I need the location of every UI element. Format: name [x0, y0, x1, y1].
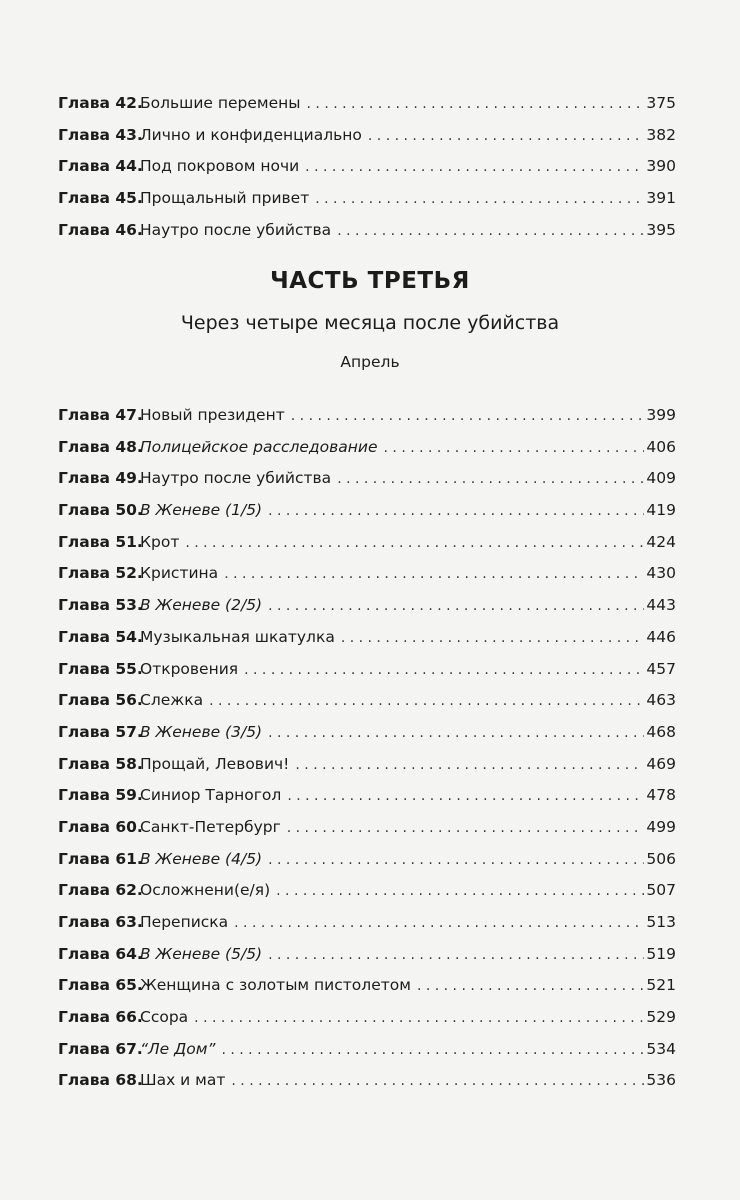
toc-entry [58, 685, 676, 717]
toc-entry [58, 88, 676, 120]
toc-entry [58, 590, 676, 622]
page-number: 419 [646, 501, 676, 520]
page-number: 536 [646, 1071, 676, 1090]
toc-entry [58, 780, 676, 812]
page-number: 382 [646, 125, 676, 144]
chapter-title: Осложнени(е/я) [140, 881, 271, 900]
chapter-number: Глава 54. [58, 627, 143, 646]
page-number: 406 [646, 437, 676, 456]
chapter-number: Глава 50. [58, 501, 143, 520]
toc-entry [58, 622, 676, 654]
chapter-number: Глава 45. [58, 189, 143, 208]
page-number: 409 [646, 469, 676, 488]
chapter-title: Шах и мат [140, 1071, 226, 1090]
chapter-number: Глава 43. [58, 125, 143, 144]
dot-leader [291, 401, 644, 433]
chapter-number: Глава 62. [58, 881, 143, 900]
page-number: 424 [646, 532, 676, 551]
chapter-number: Глава 44. [58, 157, 143, 176]
toc-entry [58, 844, 676, 876]
toc-entry [58, 432, 676, 464]
chapter-title: Под покровом ночи [140, 157, 300, 176]
dot-leader [287, 781, 644, 813]
toc-entry [58, 151, 676, 183]
part-subtitle: Через четыре месяца после убийства [180, 312, 560, 334]
page-number: 399 [646, 406, 676, 424]
chapter-title: Музыкальная шкатулка [140, 627, 335, 646]
page-number: 443 [646, 596, 676, 615]
toc-entry [58, 120, 676, 152]
toc-entry [58, 970, 676, 1002]
dot-leader [307, 89, 644, 121]
page-number: 463 [646, 691, 676, 710]
chapter-title: Наутро после убийства [140, 220, 332, 239]
dot-leader [224, 559, 644, 591]
toc-entry [58, 527, 676, 559]
toc-entry [58, 1002, 676, 1034]
chapter-number: Глава 56. [58, 691, 143, 710]
toc-entry [58, 907, 676, 939]
chapter-number: Глава 46. [58, 220, 143, 239]
chapter-number: Глава 59. [58, 786, 143, 805]
dot-leader [315, 184, 644, 216]
chapter-title: Переписка [140, 913, 229, 931]
chapter-title: Санкт-Петербург [140, 817, 281, 836]
chapter-title: В Женеве (3/5) [140, 722, 263, 741]
toc-entry [58, 463, 676, 495]
chapter-number: Глава 65. [58, 976, 143, 995]
page-number: 468 [646, 722, 676, 741]
dot-leader [384, 433, 644, 465]
chapter-number: Глава 68. [58, 1071, 143, 1090]
toc-entry [58, 1065, 676, 1097]
chapter-title: Полицейское расследование [140, 437, 378, 456]
page-number: 506 [646, 849, 676, 868]
page-number: 390 [646, 157, 676, 176]
page-number: 430 [646, 564, 676, 583]
dot-leader [244, 655, 644, 687]
dot-leader [221, 1035, 644, 1067]
part-heading: ЧАСТЬ ТРЕТЬЯ [270, 268, 470, 294]
dot-leader [268, 845, 644, 877]
toc-entry [58, 654, 676, 686]
chapter-number: Глава 51. [58, 532, 143, 551]
chapter-number: Глава 57. [58, 722, 143, 741]
chapter-title: Крот [140, 532, 180, 551]
page-number: 513 [646, 913, 676, 931]
page-number: 507 [646, 881, 676, 900]
toc-entry [58, 215, 676, 247]
chapter-title: Прощальный привет [140, 189, 310, 208]
chapter-title: Кристина [140, 564, 219, 583]
page-number: 529 [646, 1008, 676, 1027]
toc-entry [58, 400, 676, 432]
toc-entry [58, 495, 676, 527]
chapter-title: Женщина с золотым пистолетом [140, 976, 411, 995]
page-number: 375 [646, 94, 676, 112]
dot-leader [268, 940, 644, 972]
chapter-title: Ссора [140, 1008, 189, 1027]
chapter-title: Наутро после убийства [140, 469, 332, 488]
page-number: 469 [646, 754, 676, 773]
toc-entry [58, 939, 676, 971]
page-number: 457 [646, 659, 676, 678]
chapter-title: Прощай, Левович! [140, 754, 290, 773]
dot-leader [268, 496, 644, 528]
page-number: 499 [646, 817, 676, 836]
toc-entry [58, 749, 676, 781]
dot-leader [268, 718, 644, 750]
toc-entry [58, 875, 676, 907]
toc-entry [58, 183, 676, 215]
page-number: 534 [646, 1039, 676, 1058]
dot-leader [368, 121, 644, 153]
toc-entry [58, 1034, 676, 1066]
chapter-title: В Женеве (2/5) [140, 596, 263, 615]
page-number: 395 [646, 220, 676, 239]
dot-leader [185, 528, 644, 560]
dot-leader [268, 591, 644, 623]
toc-list-part-three [58, 400, 676, 1097]
chapter-number: Глава 63. [58, 913, 143, 931]
chapter-number: Глава 53. [58, 596, 143, 615]
dot-leader [231, 1066, 644, 1098]
chapter-title: В Женеве (4/5) [140, 849, 263, 868]
chapter-number: Глава 47. [58, 406, 143, 424]
chapter-number: Глава 55. [58, 659, 143, 678]
chapter-title: В Женеве (1/5) [140, 501, 263, 520]
chapter-number: Глава 49. [58, 469, 143, 488]
page-number: 446 [646, 627, 676, 646]
dot-leader [337, 464, 644, 496]
chapter-title: Новый президент [140, 406, 285, 424]
dot-leader [234, 908, 644, 940]
chapter-number: Глава 52. [58, 564, 143, 583]
toc-list-previous-part [58, 88, 676, 246]
dot-leader [194, 1003, 644, 1035]
chapter-title: В Женеве (5/5) [140, 944, 263, 963]
chapter-title: Синиор Тарногол [140, 786, 282, 805]
chapter-number: Глава 66. [58, 1008, 143, 1027]
dot-leader [295, 750, 644, 782]
chapter-title: Лично и конфиденциально [140, 125, 362, 144]
dot-leader [417, 971, 644, 1003]
page-number: 519 [646, 944, 676, 963]
chapter-title: Большие перемены [140, 94, 301, 112]
dot-leader [276, 876, 644, 908]
dot-leader [341, 623, 644, 655]
dot-leader [287, 813, 644, 845]
page-number: 478 [646, 786, 676, 805]
chapter-title: “Ле Дом” [140, 1039, 216, 1058]
dot-leader [209, 686, 644, 718]
page-number: 391 [646, 189, 676, 208]
chapter-number: Глава 58. [58, 754, 143, 773]
chapter-title: Слежка [140, 691, 204, 710]
page-number: 521 [646, 976, 676, 995]
chapter-number: Глава 60. [58, 817, 143, 836]
chapter-title: Откровения [140, 659, 239, 678]
chapter-number: Глава 61. [58, 849, 143, 868]
toc-entry [58, 812, 676, 844]
toc-entry [58, 558, 676, 590]
chapter-number: Глава 48. [58, 437, 143, 456]
dot-leader [305, 152, 644, 184]
chapter-number: Глава 42. [58, 94, 143, 112]
chapter-number: Глава 64. [58, 944, 143, 963]
part-month: Апрель [340, 353, 400, 371]
toc-entry [58, 717, 676, 749]
chapter-number: Глава 67. [58, 1039, 143, 1058]
dot-leader [337, 216, 644, 248]
